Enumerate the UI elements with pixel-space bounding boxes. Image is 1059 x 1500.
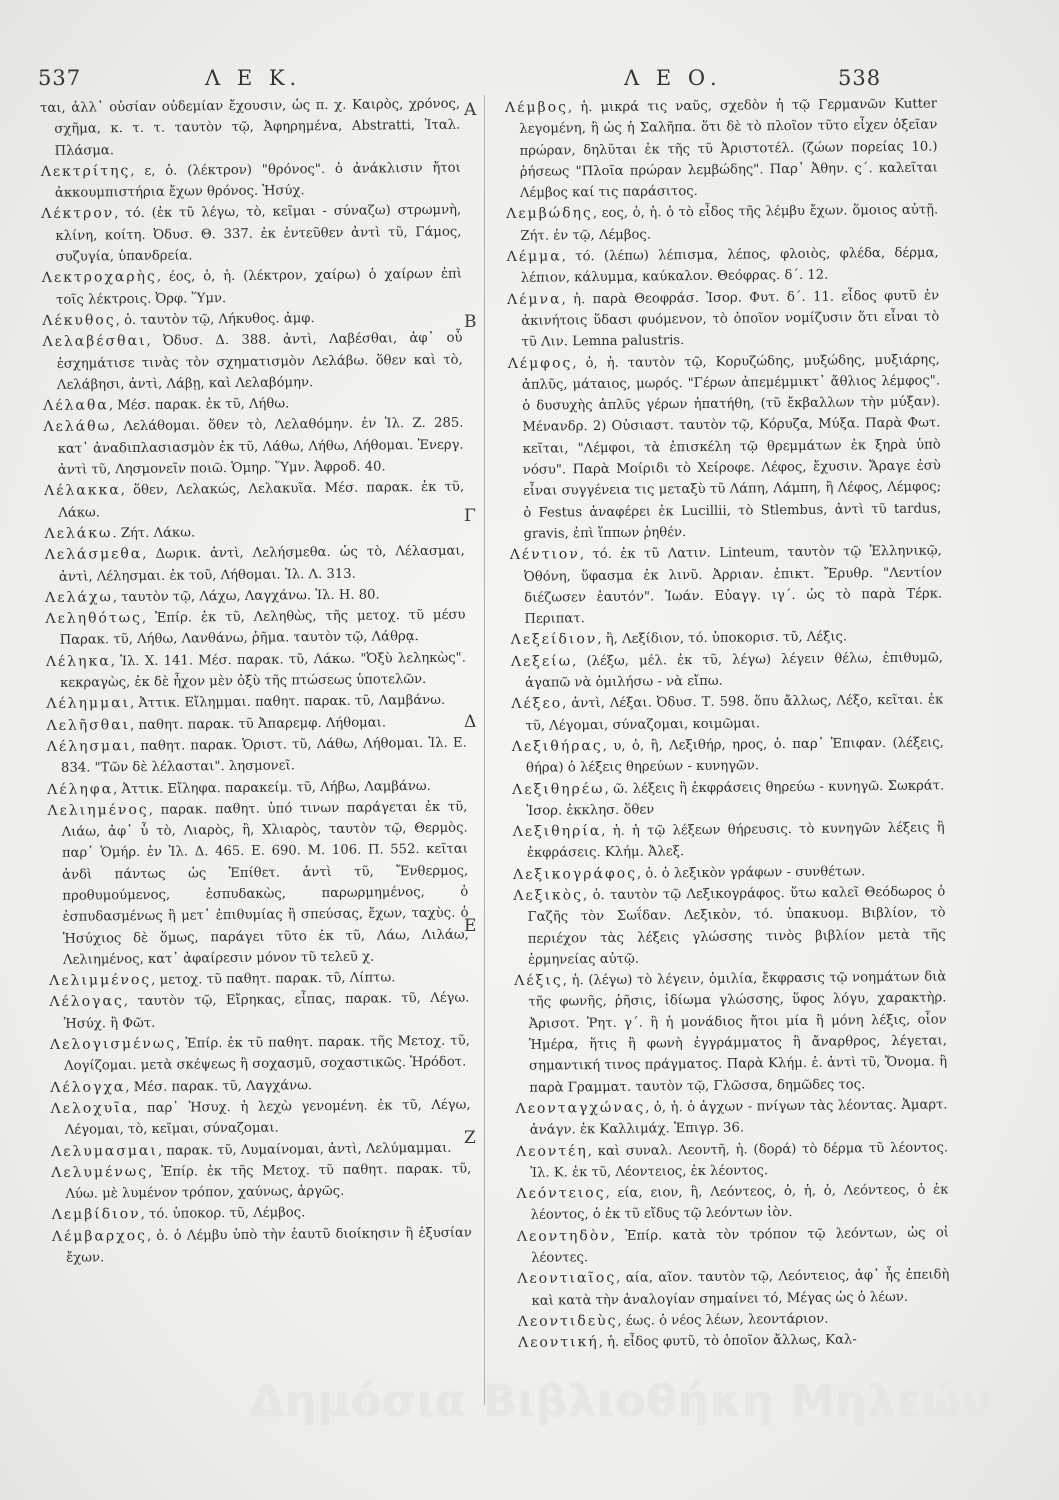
entry-definition: , ὅθεν, Λελακώς, Λελακυῖα. Μέσ. παρακ. ἐκ τῦ, Λάκω. xyxy=(58,479,465,521)
entry-headword: Λεόντειος xyxy=(516,1185,606,1203)
entry-headword: Λεληθότως xyxy=(45,610,143,628)
entry-headword: Λεξιθηρέω xyxy=(512,780,605,798)
margin-letter: Γ xyxy=(464,506,476,526)
margin-letter: Β xyxy=(464,312,477,332)
entry-headword: Λεξείδιον xyxy=(510,631,598,649)
entry-headword: Λέλημμαι xyxy=(46,695,131,713)
dictionary-entry xyxy=(47,796,469,971)
entry-headword: Λεξιθηρία xyxy=(512,823,602,841)
entry-definition: , τό. ὑποκορ. τῦ, Λέμβος. xyxy=(140,1205,306,1223)
entry-definition: , παρ᾽ Ἡσυχ. ἡ λεχὼ γενομένη. ἐκ τῦ, Λέγω, Λέγομαι, τὸ, κεῖμαι, σύναζομαι. xyxy=(64,1097,471,1139)
entry-definition: , Ἐπίρ. ἐκ τῦ παθητ. παρακ. τῆς Μετοχ. τῦ, Λογίζομαι. μετὰ σκέψεως ἢ σοχασμῦ, σοχαστικῶς. Ἡρόδοτ. xyxy=(64,1033,470,1075)
right-running-head: Λ Ε Ο. xyxy=(624,66,722,90)
entry-definition: , τό. (λέπω) λέπισμα, λέπος, φλοιὸς, φλέδα, δέρμα, λέπιον, κάλυμμα, καύκαλον. Θεόφρας. δ΄. 12. xyxy=(520,245,939,287)
dictionary-entry xyxy=(513,818,945,865)
entry-definition: , ὁ, ἡ. ταυτὸν τῷ, Κορυζώδης, μυξώδης, μυξιάρης, ἀπλῦς, μάταιος, μωρός. "Γέρων ἀπεμέμμικτ᾽ ἄθλιος λέμφος". ὁ δυσυχὴς ἁπλῦς γέρων ἠπατήθη, (τῦ ἔκβαλλων τὴν μύξαν). Μένανδρ. 2) Οὐσιαστ. ταυτὸν τῷ, Κόρυζα, Μύξα. Παρὰ Φωτ. κεῖται, "Λέμφοι, τὰ ἐπισκέλη τῷ θρεμμάτων ἐκ ξηρὰ ὑπὸ νόσυ". Παρὰ Μοίριδι τὸ Χείροφε. Λέφος, ἔχυσιν. Ἄραγε ἐσὺ εἶναι συγγένεια τις μεταξὺ τῦ Λάπη, Λάμπη, ἢ Λέφος, Λέμφος; ὁ Festus ἀναφέρει ἐκ Lucillii, τὸ Stlembus, ἀντὶ τῦ tardus, gravis, ἐπὶ ἵππων ῥηθέν. xyxy=(521,352,942,542)
entry-definition: , ε, ὁ. (λέκτρον) "θρόνος". ὁ ἀνάκλισιν ἤτοι ἀκκουμπιστήρια ἔχων θρόνος. Ἡσύχ. xyxy=(54,160,461,202)
entry-definition: , ἀντὶ, Λέξαι. Ὀδυσ. Τ. 598. ὅπυ ἄλλως, Λέξο, κεῖται. ἐκ τῦ, Λέγομαι, σύναζομαι, κοιμῶμαι. xyxy=(525,692,944,734)
entry-headword: Λέλογχα xyxy=(50,1078,126,1096)
entry-definition: , καὶ συναλ. Λεοντῆ, ἡ. (δορά) τὸ δέρμα τῦ λέοντος. Ἰλ. Κ. ἐκ τῦ, Λέοντειος, ἐκ λέοντος. xyxy=(530,1139,949,1181)
entry-definition: , ταυτὸν τῷ, Λάχω, Λαγχάνω. Ἰλ. Η. 80. xyxy=(112,587,380,606)
library-watermark: Δημόσια Βιβλιοθήκη Μηλεών xyxy=(250,1376,993,1427)
entry-headword: Λέμβαρχος xyxy=(51,1227,148,1245)
dictionary-entry xyxy=(507,243,939,290)
entry-definition: , ἢ, Λεξίδιον, τό. ὑποκορισ. τῦ, Λέξις. xyxy=(597,629,848,648)
dictionary-entry xyxy=(518,1329,950,1355)
entry-definition: , ἡ. (λέγω) τὸ λέγειν, ὁμιλία, ἔκφρασις τῷ νοημάτων διὰ τῆς φωνῆς, ῥῆσις, ἰδίωμα γλώσσης, ὕφος λόγυ, χαρακτὴρ. Ἀρισοτ. Ῥητ. γ΄. ἢ ἡ μονάδιος ἤτοι μία ἢ μόνη λέξις, οἷον Ἡμέρα, ἥτις ἢ φωνὴ ἐγγράμματος ἢ ἄναρθρος, λέγεται, σημαντική τινος πράγματος. Παρὰ Κλήμ. ἐ. ἀντὶ τῦ, Ὄνομα. ἢ παρὰ Γραμματ. ταυτὸν τῷ, Γλῶσσα, δημῶδες τος. xyxy=(528,969,948,1096)
entry-definition: , τό. (ἐκ τῦ λέγω, τὸ, κεῖμαι - σύναζω) στρωμνὴ, κλίνη, κοίτη. Ὀδυσ. Θ. 337. ἐκ ἐντεῦθεν ἀντὶ τῦ, Γάμος, συζυγία, ὑπανδρεία. xyxy=(55,203,462,265)
entry-definition: , ὁ, ἡ. ὁ ἀγχων - πνίγων τὰς λέοντας. Ἀμαρτ. ἀνάγν. ἐκ Καλλιμάχ. Ἐπιγρ. 36. xyxy=(529,1097,948,1139)
entry-definition: , ὁ. ὁ λεξικὸν γράφων - συνθέτων. xyxy=(636,863,866,882)
dictionary-entry xyxy=(511,647,943,694)
entry-definition: , Μέσ. παρακ. ἐκ τῦ, Λήθω. xyxy=(108,396,290,414)
entry-headword: Λελῆσθαι xyxy=(46,716,131,734)
dictionary-entry xyxy=(517,1222,949,1269)
entry-headword: Λέλησμαι xyxy=(46,737,132,755)
entry-definition: , Λελάθομαι. ὅθεν τὸ, Λελαθόμην. ἐν Ἰλ. Ζ. 285. κατ᾽ ἀναδιπλασιασμὸν ἐκ τῦ, Λάθω, Λήθω, Λήθομαι. Ἐνεργ. ἀντὶ τῦ, Λησμονεῖν ποιῶ. Ὁμηρ. Ὕμν. Ἀφροδ. 40. xyxy=(57,416,464,478)
entry-definition: , έως. ὁ νέος λέων, λεοντάριον. xyxy=(617,1311,829,1329)
entry-headword: Λεοντιαῖος xyxy=(517,1270,617,1288)
dictionary-entry xyxy=(516,1137,948,1184)
entry-definition: , ὁ. ὁ Λέμβυ ὑπὸ τὴν ἑαυτῦ διοίκησιν ἢ ἐξυσίαν ἔχων. xyxy=(66,1225,472,1266)
entry-definition: , Δωρικ. ἀντὶ, Λελήσμεθα. ὡς τὸ, Λέλασμαι, ἀντὶ, Λέλησμαι. ἐκ τοῦ, Λήθομαι. Ἰλ. Λ. 313. xyxy=(58,543,465,585)
dictionary-entry xyxy=(50,1031,470,1078)
entry-definition: , παθητ. παρακ. τῦ Ἀπαρεμφ. Λήθομαι. xyxy=(130,715,387,733)
dictionary-entry xyxy=(515,1094,947,1141)
entry-headword: Λελάκω xyxy=(44,525,113,542)
right-column xyxy=(505,93,950,1377)
entry-headword: Λελοχυῖα xyxy=(50,1100,134,1117)
dictionary-entry xyxy=(516,1180,948,1227)
entry-definition: , Ἐπίρ. ἐκ τῦ, Λεληθὼς, τῆς μετοχ. τῦ μέσυ Παρακ. τῦ, Λήθω, Λανθάνω, ῥῆμα. ταυτὸν τῷ, Λάθρᾳ. xyxy=(59,607,466,649)
entry-definition: , Μέσ. παρακ. τῦ, Λαγχάνω. xyxy=(125,1077,313,1095)
entry-definition: , ἡ. παρὰ Θεοφράσ. Ἱσορ. Φυτ. δ΄. 11. εἶδος φυτῦ ἐν ἀκινήτοις ὕδασι φυόμενον, τὸ ὁποῖον νομίζυσιν ὅτι εἶναι τὸ τῦ Λιν. Lemna palustris. xyxy=(521,288,940,351)
entry-definition: , εος, ὁ, ἡ. ὁ τὸ εἶδος τῆς λέμβυ ἔχων. ὅμοιος αὐτῇ. Ζήτ. ἐν τῷ, Λέμβος. xyxy=(520,202,939,244)
dictionary-entry xyxy=(41,200,462,268)
margin-letter: Ε xyxy=(464,916,477,936)
dictionary-entry xyxy=(42,264,462,311)
entry-headword: Λελάσμεθα xyxy=(44,546,143,564)
entry-headword: Λεοντέη xyxy=(515,1142,588,1160)
left-running-head: Λ Ε Κ. xyxy=(205,66,302,90)
entry-headword: Λελογισμένως xyxy=(49,1035,177,1054)
entry-definition: , ῶ. λέξεις ἢ ἐκφράσεις θηρεύω - κυνηγῶ. Σωκράτ. Ἱσορ. ἐκκλησ. ὅθεν xyxy=(526,777,945,819)
entry-headword: Λεμβίδιον xyxy=(51,1206,141,1224)
entry-headword: Λεξιθήρας xyxy=(511,737,603,755)
entry-headword: Λέμμα xyxy=(506,248,562,266)
dictionary-entry xyxy=(513,881,946,971)
entry-headword: Λεονταγχώνας xyxy=(515,1099,646,1117)
entry-headword: Λέλακκα xyxy=(44,482,121,500)
margin-letter: Δ xyxy=(464,712,477,732)
entry-definition: , παθητ. παρακ. Ὁριστ. τῦ, Λάθω, Λήθομαι. Ἰλ. Ε. 834. "Τῶν δὲ λέλασται". λησμονεῖ. xyxy=(60,735,467,777)
entry-headword: Λελυμένως xyxy=(51,1163,149,1181)
dictionary-entry xyxy=(517,1265,949,1312)
entry-definition: , ἡ. μικρά τις ναῦς, σχεδὸν ἡ τῷ Γερμανῶν Kutter λεγομένη, ἢ ὡς ἡ Σαλῆπα. ὅτι δὲ τὸ πλοῖον τῦτο εἶχεν ὀξεῖαν πρώραν, δηλῦται ἐκ τῆς τῦ Ἀριστοτέλ. (ζώων πορείας 10.) ῥήσεως "Πλοῖα πρώραν λεμβώδης". Παρ᾽ Ἀθην. ς΄. καλεῖται Λέμβος καί τις παράσιτος. xyxy=(519,96,938,202)
entry-headword: Λελιμμένος xyxy=(49,972,152,990)
entry-headword: Λέληφα xyxy=(47,780,114,798)
entry-headword: Λελιημένος xyxy=(47,801,149,819)
dictionary-entry xyxy=(505,93,938,204)
dictionary-entry xyxy=(40,94,461,162)
entry-definition: . Ζήτ. Λάκω. xyxy=(112,525,196,542)
right-page-number: 538 xyxy=(838,66,882,90)
dictionary-entry xyxy=(506,200,938,247)
entry-headword: Λεοντιδεὺς xyxy=(517,1312,618,1330)
left-page-number: 537 xyxy=(38,66,82,90)
entry-headword: Λέληκα xyxy=(45,653,111,670)
dictionary-entry xyxy=(508,349,942,545)
dictionary-entry xyxy=(45,541,465,588)
entry-definition: , μετοχ. τῦ παθητ. παρακ. τῦ, Λίπτω. xyxy=(151,970,396,989)
entry-headword: Λέντιον xyxy=(509,546,580,564)
dictionary-entry xyxy=(507,285,940,353)
entry-definition: , Ἀττικ. Εἴλημμαι. παθητ. παρακ. τῦ, Λαμβάνω. xyxy=(130,693,446,712)
dictionary-entry xyxy=(44,477,464,524)
entry-definition: , ὁ. ταυτὸν τῷ Λεξικογράφος. ὕτω καλεῖ Θεόδωρος ὁ Γαζῆς τὸν Σωΐδαν. Λεξικὸν, τό. ὑπακυομ. Βιβλίον, τὸ περιέχον τὰς λέξεις γλώσσης τινὸς βιβλίον μετὰ τῆς ἑρμηνείας αὐτῷ. xyxy=(527,884,946,968)
dictionary-entry xyxy=(512,732,944,779)
entry-definition: , εία, ειον, ἢ, Λεόντεος, ὁ, ἡ, ὁ, Λεόντεος, ὁ ἐκ λέοντος, ὁ ἐκ τῦ εἴδυς τῷ λεόντων ἰὸν. xyxy=(530,1182,949,1224)
entry-definition: , παρακ. τῦ, Λυμαίνομαι, ἀντὶ, Λελύμαμμαι. xyxy=(157,1140,452,1159)
entry-definition: , Ἐπίρ. ἐκ τῆς Μετοχ. τῦ παθητ. παρακ. τῦ, Λύω. μὲ λυμένον τρόπον, χαύνως, ἀργῶς. xyxy=(65,1161,472,1202)
entry-headword: Λελάθω xyxy=(43,418,112,436)
dictionary-entry xyxy=(512,775,944,822)
dictionary-entry xyxy=(50,1095,470,1142)
entry-definition: , (λέξω, μέλ. ἐκ τῦ, λέγω) λέγειν θέλω, ἐπιθυμῶ, ἀγαπῶ νὰ ὁμιλήσω - νὰ εἴπω. xyxy=(525,650,943,691)
dictionary-entry xyxy=(49,988,469,1035)
entry-headword: Λέλογας xyxy=(49,993,124,1011)
entry-headword: Λελαβέσθαι xyxy=(42,333,147,351)
entry-definition: , Ὀδυσ. Δ. 388. ἀντὶ, Λαβέσθαι, ἀφ᾽ οὗ ἐσχημάτισε τινὰς τὸν σχηματισμὸν Λελάβω. ὅθεν καὶ τὸ, Λελάβησι, ἀντὶ, Λάβῃ, καὶ Λελαβόμην. xyxy=(56,330,463,393)
dictionary-entry xyxy=(510,541,943,631)
entry-definition: , τό. ἐκ τῦ Λατιν. Linteum, ταυτὸν τῷ Ἑλληνικῷ, Ὀθόνη, ὕφασμα ἐκ λινῦ. Ἀρριαν. ἐπικτ. Ἔρυθρ. "Λεντίον διέζωσεν ἑαυτόν". Ἰωάν. Εὐαγγ. ιγ΄. ὡς τὸ παρὰ Τέρκ. Περιπατ. xyxy=(523,543,943,627)
entry-definition: , παρακ. παθητ. ὑπό τινων παράγεται ἐκ τῦ, Λιάω, ἀφ᾽ ὗ τὸ, Λιαρὸς, ἢ, Χλιαρὸς, ταυτὸν τῷ, Θερμὸς. παρ᾽ Ὁμήρ. ἐν Ἰλ. Δ. 465. Ε. 690. Μ. 106. Π. 552. κεῖται ἀνδὶ πάντως ὡς Ἐπίθετ. ἀντὶ τῦ, Ἔνθερμος, προθυμούμενος, ἐσπυδακὼς, παρωρμημένος, ὁ ἐσπυδασμένως ἢ μετ᾽ ἐπιθυμίας ἢ σπεύσας, ἔχων, ταχὺς. ὁ Ἡσύχιος δὲ ὅμως, παράγει τῦτο ἐκ τῦ, Λάω, Λιλάω, Λελιημένος, κατ᾽ ἀφαίρεσιν μόνον τῦ τελεῦ χ. xyxy=(61,799,469,968)
entry-headword: Λέκυθος xyxy=(42,312,116,329)
entry-headword: Λεοντηδὸν xyxy=(516,1227,611,1245)
dictionary-entry xyxy=(514,967,947,1099)
dictionary-entry xyxy=(52,1222,472,1269)
entry-definition: , ὁ. ταυτὸν τῷ, Λήκυθος. ἀμφ. xyxy=(115,311,315,329)
entry-headword: Λέξις xyxy=(514,972,563,990)
entry-headword: Λελάχω xyxy=(45,589,113,606)
entry-headword: Λελυμασμαι xyxy=(50,1142,159,1160)
dictionary-entry xyxy=(46,690,466,716)
entry-headword: Λεξείω xyxy=(510,653,573,670)
entry-definition: , Ἐπίρ. κατὰ τὸν τρόπον τῷ λεόντων, ὡς οἱ λέοντες. xyxy=(531,1225,949,1266)
entry-headword: Λεμβώδης xyxy=(506,205,593,223)
left-column xyxy=(40,94,472,1266)
entry-headword: Λεκτρίτης xyxy=(40,162,131,180)
entry-definition: ται, ἀλλ᾽ οὐσίαν οὐδεμίαν ἔχουσιν, ὡς π. χ. Καιρὸς, χρόνος, σχῆμα, κ. τ. τ. ταυτὸν τῷ, Ἀφηρημένα, Abstratti, Ἰταλ. Πλάσμα. xyxy=(40,96,461,159)
dictionary-entry xyxy=(47,732,467,779)
entry-headword: Λέξεο xyxy=(511,695,563,713)
dictionary-entry xyxy=(42,328,463,396)
entry-definition: , ἡ. ἡ τῷ λέξεων θήρευσις. τὸ κυνηγῶν λέξεις ἢ ἐκφράσεις. Κλήμ. Ἀλεξ. xyxy=(526,820,945,862)
entry-headword: Λέλαθα xyxy=(43,397,109,415)
entry-headword: Λέκτρον xyxy=(41,205,115,223)
column-divider xyxy=(484,95,485,1405)
dictionary-entry xyxy=(45,605,465,652)
dictionary-entry xyxy=(41,157,461,204)
margin-letter: Ζ xyxy=(464,1128,476,1148)
margin-letter: Α xyxy=(464,100,477,120)
dictionary-entry xyxy=(43,413,464,481)
entry-definition: , Ἀττικ. Εἴληφα. παρακείμ. τῦ, Λήβω, Λαμβάνω. xyxy=(113,778,431,797)
entry-headword: Λέμνα xyxy=(507,291,562,308)
entry-headword: Λέμφος xyxy=(507,354,573,372)
entry-definition: , ταυτὸν τῷ, Εἴρηκας, εἶπας, παρακ. τῦ, Λέγω. Ἡσύχ. ἢ Φῶτ. xyxy=(63,991,470,1032)
entry-definition: , έος, ὁ, ἡ. (λέκτρον, χαίρω) ὁ χαίρων ἐπὶ τοῖς λέκτροις. Ὀρφ. Ὕμν. xyxy=(56,266,462,308)
entry-headword: Λεκτροχαρὴς xyxy=(41,269,157,287)
entry-headword: Λεοντική xyxy=(517,1334,599,1352)
dictionary-entry xyxy=(511,690,943,737)
entry-definition: , υ, ὁ, ἢ, Λεξιθήρ, ηρος, ὁ. παρ᾽ Ἐπιφαν. (λέξεις, θήρα) ὁ λέξεις θηρεύων - κυνηγῶν. xyxy=(525,735,944,777)
dictionary-entry xyxy=(51,1158,471,1205)
dictionary-entry xyxy=(46,647,466,694)
entry-headword: Λεξικογράφος xyxy=(513,865,638,883)
entry-definition: , αία, αῖον. ταυτὸν τῷ, Λεόντειος, ἀφ᾽ ἧς ἐπειδὴ καὶ κατὰ τὴν ἀναλογίαν σημαίνει τό, Μέγας ὡς ὁ λέων. xyxy=(531,1267,950,1309)
entry-definition: , ἡ. εἶδος φυτῦ, τὸ ὁποῖον ἄλλως, Καλ- xyxy=(598,1332,857,1351)
entry-definition: , Ἰλ. Χ. 141. Μέσ. παρακ. τῦ, Λάκω. "Ὀξὺ λεληκὼς". κεκραγὼς, ἐκ δὲ ἦχον μὲν ὀξὺ τῆς πτώσεως ὑποτελῶν. xyxy=(60,650,466,691)
entry-headword: Λεξικὸς xyxy=(513,887,584,904)
entry-headword: Λέμβος xyxy=(505,99,569,116)
